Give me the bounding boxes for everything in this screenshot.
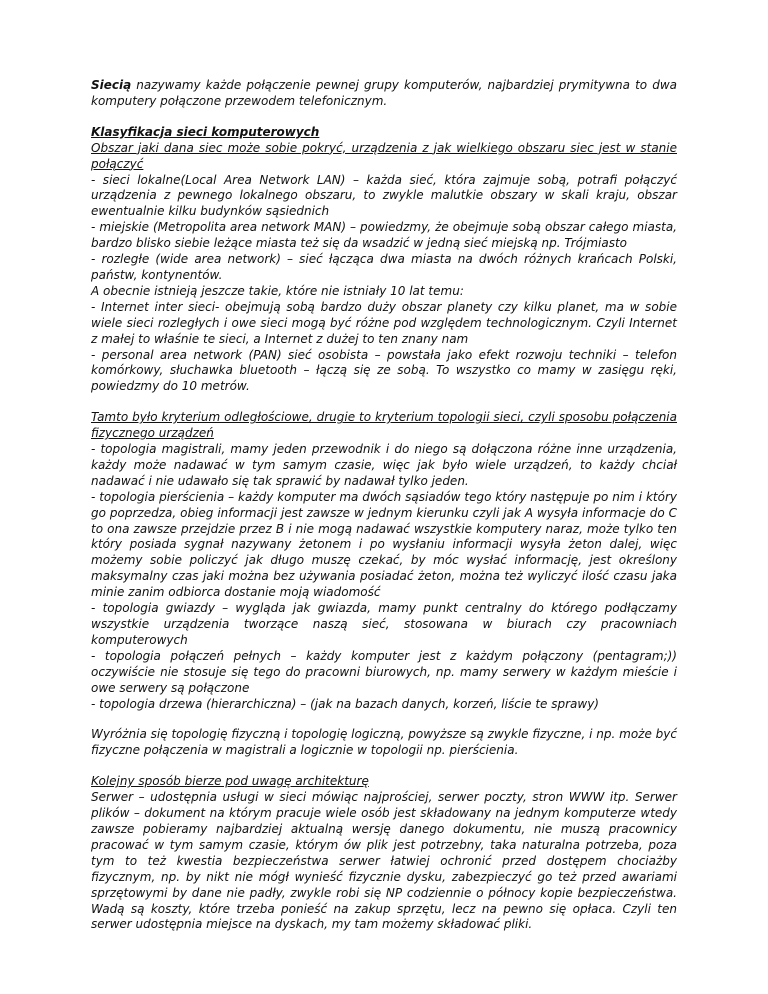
list-item: - rozległe (wide area network) – sieć łącząca dwa miasta na dwóch różnych krańcach Polski, państw, kontynentów.: [91, 252, 677, 282]
intro-text: nazywamy każde połączenie pewnej grupy komputerów, najbardziej prymitywna to dwa komputery połączone przewodem telefonicznym.: [91, 78, 677, 108]
list-item: - sieci lokalne(Local Area Network LAN) – każda sieć, która zajmuje sobą, potrafi połączyć urządzenia z pewnego lokalnego obszaru, to zwykle malutkie obszary w skali kraju, obszar ewentualnie kilku budynków sąsiednich: [91, 172, 677, 219]
section-subtitle-architecture: Kolejny sposób bierze pod uwagę architekturę: [91, 774, 369, 789]
server-paragraph: Serwer – udostępnia usługi w sieci mówiąc najprościej, serwer poczty, stron WWW itp. Serwer plików – dokument na którym pracuje wiele osób jest składowany na jednym komputerze wtedy zawsze pobieramy najbardziej aktualną wersję danego dokumentu, nie muszą pracownicy pracować w tym samym czasie, którym ów plik jest potrzebny, taka naturalna potrzeba, poza tym to też kwestia bezpieczeństwa serwer łatwiej ochronić przed dostępem chociażby fizycznym, np. by nikt nie mógł wynieść fizycznie dysku, zabezpieczyć go też przed awariami sprzętowymi by dane nie padły, zwykle robi się NP codziennie o północy kopie bezpieczeństwa. Wadą są koszty, które trzeba ponieść na zakup sprzętu, lecz na pewno się opłaca. Czyli ten serwer udostępnia miejsce na dyskach, my tam możemy składować pliki.: [91, 790, 677, 932]
list-item: - topologia magistrali, mamy jeden przewodnik i do niego są dołączona różne inne urządzenia, każdy może nadawać w tym samym czasie, więc jak było wiele urządzeń, to każdy chciał nadawać i nie udawało się tak sprawić by nadawał tylko jeden.: [91, 442, 677, 488]
list-item: - topologia pierścienia – każdy komputer ma dwóch sąsiadów tego który następuje po nim i który go poprzedza, obieg informacji jest zawsze w jednym kierunku czyli jak A wysyła informacje do C to ona zawsze przejdzie przez B i nie mogą nadawać wszystkie komputery naraz, może tylko ten który posiada sygnał nazywany żetonem i po wysłaniu informacji wysyła żeton dalej, więc możemy sobie policzyć jak długo muszę czekać, by móc wysłać informację, jest określony maksymalny czas jaki można bez używania posiadać żeton, można też wyliczyć ilość czasu jaka minie zanim odbiorca dostanie moją wiadomość: [91, 489, 677, 600]
intro-paragraph: [91, 78, 677, 110]
list-item: - personal area network (PAN) sieć osobista – powstała jako efekt rozwoju techniki – telefon komórkowy, słuchawka bluetooth – łączą się ze sobą. To wszystko co mamy w zasięgu ręki, powiedzmy do 10 metrów.: [91, 347, 677, 394]
section-subtitle-area: Obszar jaki dana siec może sobie pokryć, urządzenia z jak wielkiego obszaru siec jest w stanie połączyć: [91, 140, 677, 171]
list-item: - Internet inter sieci- obejmują sobą bardzo duży obszar planety czy kilku planet, ma w sobie wiele sieci rozległych i owe sieci mogą być różne pod względem technologicznym. Czyli Internet z małej to właśnie te sieci, a Internet z dużej to ten znany nam: [91, 299, 677, 346]
list-item: - miejskie (Metropolita area network MAN) – powiedzmy, że obejmuje sobą obszar całego miasta, bardzo blisko siebie leżące miasta też się da wsadzić w jedną sieć miejską np. Trójmiasto: [91, 220, 677, 251]
list-item: - topologia drzewa (hierarchiczna) – (jak na bazach danych, korzeń, liście te sprawy): [91, 696, 599, 711]
section-subtitle-topology: Tamto było kryterium odległościowe, drugie to kryterium topologii sieci, czyli sposobu połączenia fizycznego urządzeń: [91, 410, 677, 441]
list-item: A obecnie istnieją jeszcze takie, które nie istniały 10 lat temu:: [91, 283, 464, 298]
intro-term: Siecią: [91, 78, 132, 92]
list-item: - topologia gwiazdy – wygląda jak gwiazda, mamy punkt centralny do którego podłączamy wszystkie urządzenia tworzące naszą sieć, stosowana w biurach czy pracowniach komputerowych: [91, 601, 677, 647]
list-item: - topologia połączeń pełnych – każdy komputer jest z każdym połączony (pentagram;)) oczywiście nie stosuje się tego do pracowni biurowych, np. mamy serwery w każdym mieście i owe serwery są połączone: [91, 648, 677, 695]
section-title-classification: Klasyfikacja sieci komputerowych: [91, 124, 320, 139]
topology-paragraph: Wyróżnia się topologię fizyczną i topologię logiczną, powyższe są zwykle fizyczne, i np. może być fizyczne połączenia w magistrali a logicznie w topologii np. pierścienia.: [91, 727, 677, 758]
